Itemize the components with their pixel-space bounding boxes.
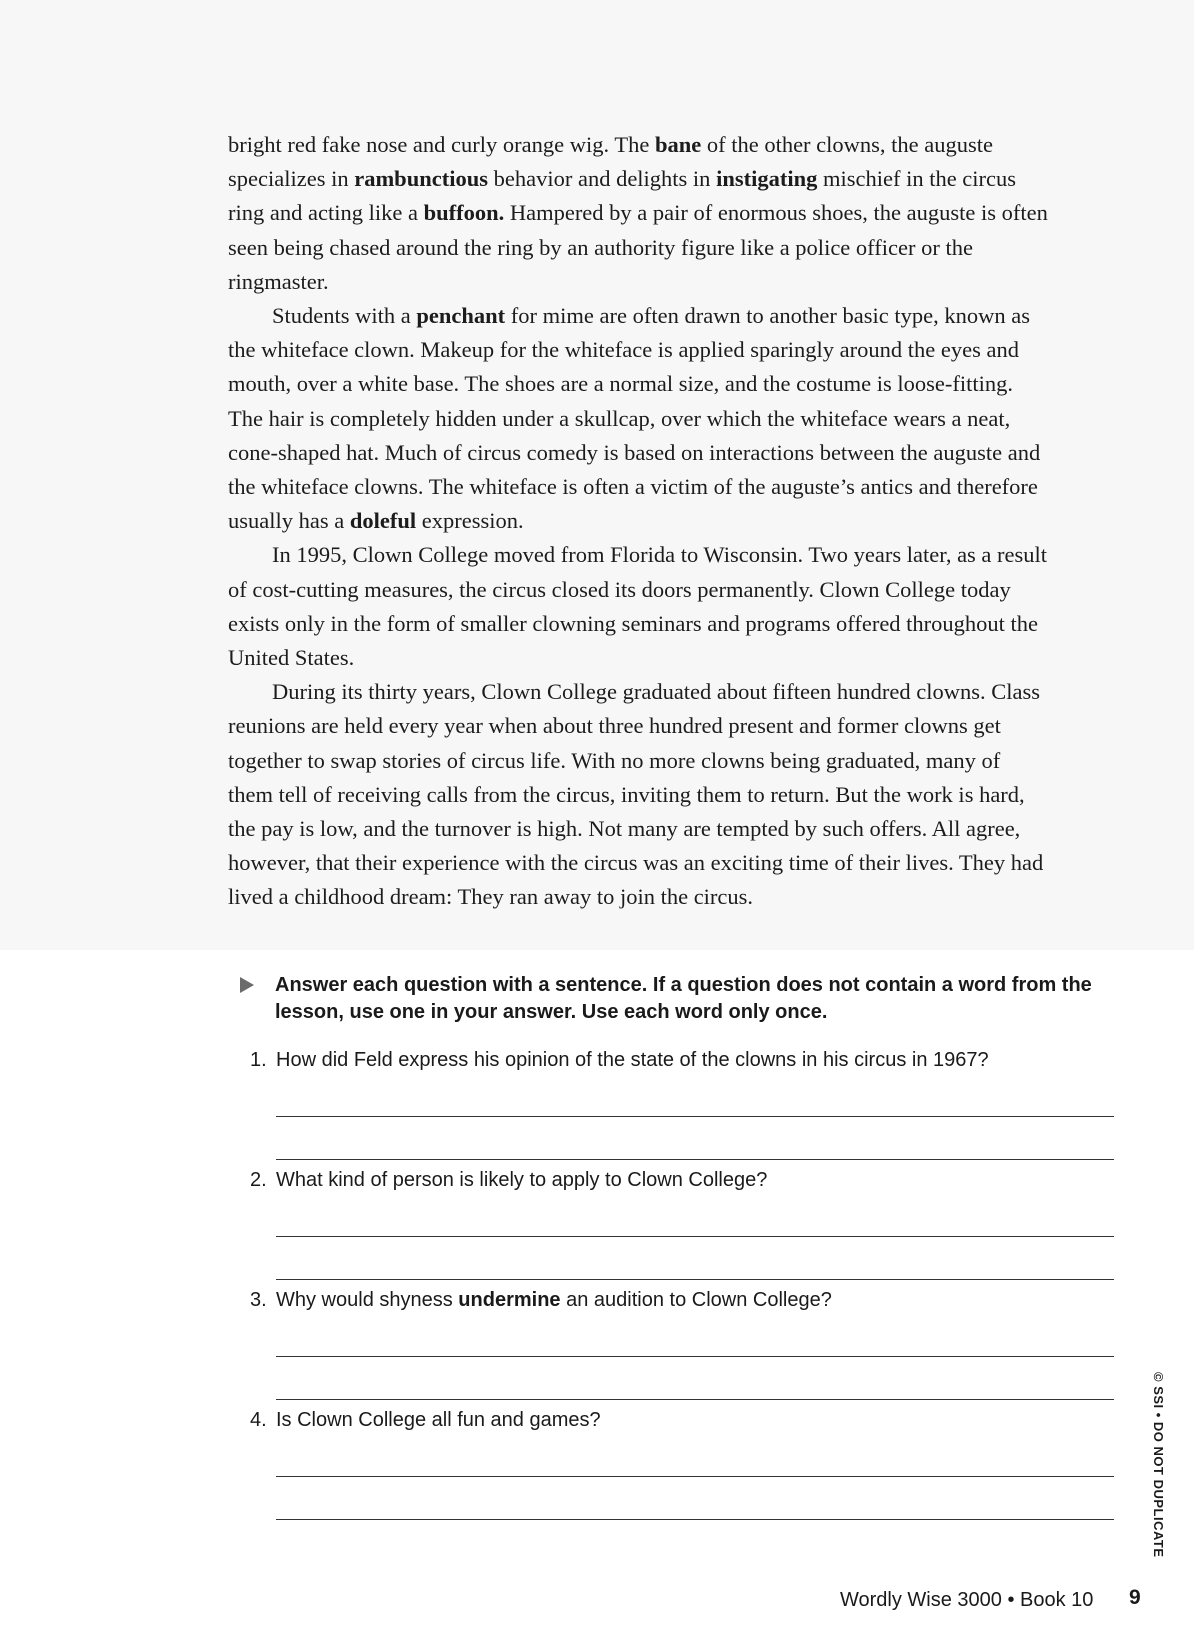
answer-line[interactable] [276, 1236, 1114, 1237]
vocabulary-word: doleful [349, 508, 417, 534]
page-number: 9 [1129, 1586, 1141, 1609]
instructions [240, 972, 1100, 1026]
question-number: 4. [250, 1409, 267, 1431]
question-4 [250, 1406, 1120, 1526]
question-list [250, 1046, 1120, 1526]
vocabulary-word: penchant [416, 303, 506, 329]
answer-line[interactable] [276, 1476, 1114, 1477]
question-text: What kind of person is likely to apply to Clown College? [276, 1169, 768, 1191]
question-number: 1. [250, 1049, 267, 1071]
question-2 [250, 1166, 1120, 1286]
question-text: How did Feld express his opinion of the state of the clowns in his circus in 1967? [276, 1049, 989, 1071]
vocabulary-word: rambunctious [354, 166, 488, 192]
question-number: 2. [250, 1169, 267, 1191]
passage-paragraph-2: Students with a penchant for mime are often drawn to another basic type, known as the whiteface clown. Makeup for the whiteface is applied sparingly around the eyes and mouth, over a white base. The shoes are a normal size, and the costume is loose-fitting. The hair is completely hidden under a skullcap, over which the whiteface wears a neat, cone-shaped hat. Much of circus comedy is based on interactions between the auguste and the whiteface clowns. The whiteface is often a victim of the auguste’s antics and therefore usually has a doleful expression. [228, 303, 1041, 534]
instructions-text: Answer each question with a sentence. If a question does not contain a word from the lesson, use one in your answer. Use each word only once. [275, 974, 1092, 1023]
passage-paragraph-4: During its thirty years, Clown College graduated about fifteen hundred clowns. Class reunions are held every year when about three hundred present and former clowns get together to swap stories of circus life. With no more clowns being graduated, many of them tell of receiving calls from the circus, inviting them to return. But the work is hard, the pay is low, and the turnover is high. Not many are tempted by such offers. All agree, however, that their experience with the circus was an exciting time of their lives. They had lived a childhood dream: They ran away to join the circus. [228, 679, 1044, 910]
reading-passage [228, 128, 1048, 915]
vocabulary-word: buffoon. [423, 200, 505, 226]
answer-line[interactable] [276, 1279, 1114, 1280]
question-3 [250, 1286, 1120, 1406]
answer-line[interactable] [276, 1116, 1114, 1117]
answer-line[interactable] [276, 1159, 1114, 1160]
passage-paragraph-3: In 1995, Clown College moved from Florida to Wisconsin. Two years later, as a result of cost-cutting measures, the circus closed its doors permanently. Clown College today exists only in the form of smaller clowning seminars and programs offered throughout the United States. [228, 542, 1048, 671]
answer-line[interactable] [276, 1356, 1114, 1357]
answer-line[interactable] [276, 1519, 1114, 1520]
question-1 [250, 1046, 1120, 1166]
passage-paragraph-1: bright red fake nose and curly orange wig. The bane of the other clowns, the auguste specializes in rambunctious behavior and delights in instigating mischief in the circus ring and acting like a buffoon. Hampered by a pair of enormous shoes, the auguste is often seen being chased around the ring by an authority figure like a police officer or the ringmaster. [228, 132, 1048, 294]
answer-line[interactable] [276, 1399, 1114, 1400]
vocabulary-word: undermine [458, 1289, 561, 1311]
vocabulary-word: bane [654, 132, 702, 157]
book-title-footer: Wordly Wise 3000 • Book 10 [840, 1589, 1094, 1611]
triangle-bullet-icon [240, 977, 254, 993]
question-text: Why would shyness undermine an audition to Clown College? [276, 1289, 832, 1311]
question-text: Is Clown College all fun and games? [276, 1409, 601, 1431]
vocabulary-word: instigating [716, 166, 818, 192]
copyright-notice: © SSI • DO NOT DUPLICATE [1151, 1372, 1166, 1558]
question-number: 3. [250, 1289, 267, 1311]
